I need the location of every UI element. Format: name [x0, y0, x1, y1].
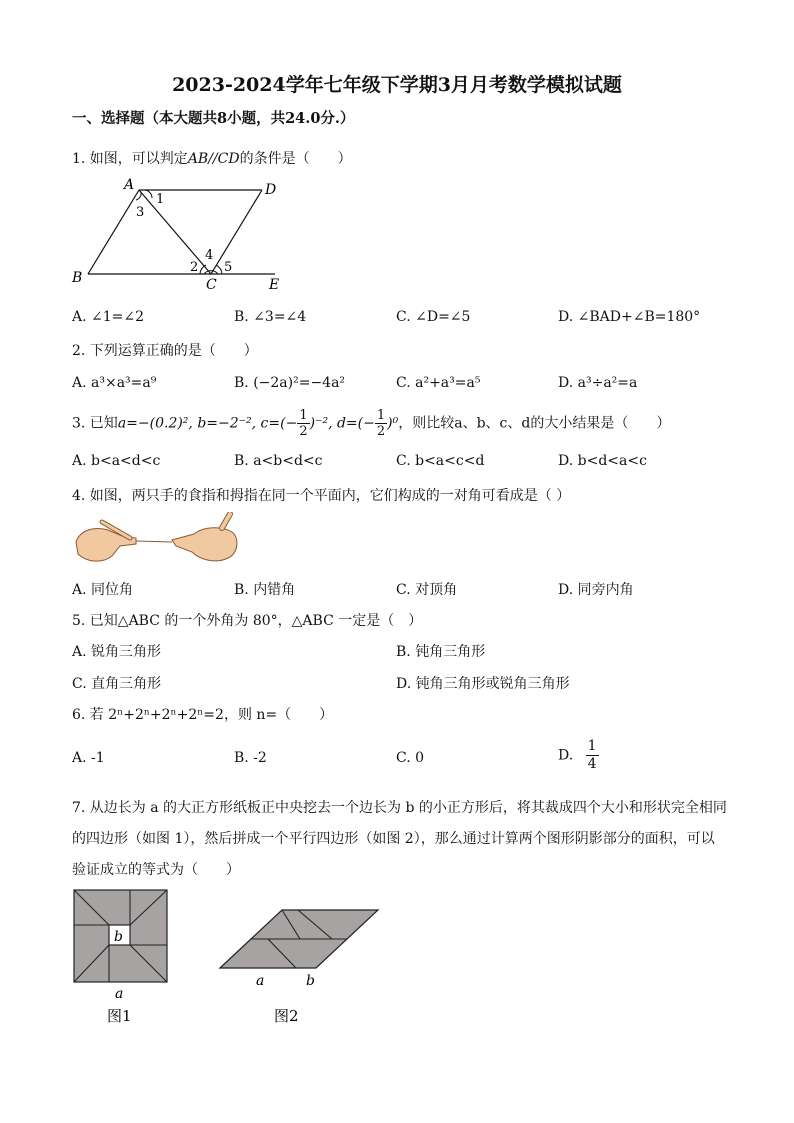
question-3-stem — [72, 408, 670, 439]
question-4-stem: 4. 如图，两只手的食指和拇指在同一个平面内，它们构成的一对角可看成是（ ） — [72, 488, 571, 504]
question-7-line-3: 验证成立的等式为（ ） — [72, 862, 240, 878]
q3-option-d[interactable]: D. b<d<a<c — [558, 453, 647, 469]
q6-option-d-label: D. — [558, 747, 574, 764]
question-2-stem: 2. 下列运算正确的是（ ） — [72, 343, 258, 359]
question-7-line-2: 的四边形（如图 1），然后拼成一个平行四边形（如图 2），那么通过计算两个图形阴影部分的面积，可以 — [72, 831, 715, 847]
q1-label-e: E — [269, 277, 280, 293]
q3-option-c[interactable]: C. b<a<c<d — [396, 453, 485, 469]
q7-figures — [72, 888, 392, 1028]
fig2-b-label: b — [306, 973, 315, 989]
q6-option-b[interactable]: B. -2 — [234, 750, 267, 766]
q5-option-a[interactable]: A. 锐角三角形 — [72, 644, 162, 660]
q4-option-a[interactable]: A. 同位角 — [72, 582, 134, 598]
q1-label-d: D — [265, 182, 277, 198]
q5-option-c[interactable]: C. 直角三角形 — [72, 676, 162, 692]
q6-option-a[interactable]: A. -1 — [72, 750, 105, 766]
question-7-line-1: 7. 从边长为 a 的大正方形纸板正中央挖去一个边长为 b 的小正方形后，将其裁成四个大小和形状完全相同 — [72, 800, 727, 816]
q4-option-c[interactable]: C. 对顶角 — [396, 582, 458, 598]
q1-figure — [66, 172, 296, 296]
q3-option-b[interactable]: B. a<b<d<c — [234, 453, 323, 469]
q1-angle-5: 5 — [224, 260, 233, 275]
q2-option-b[interactable]: B. (−2a)²=−4a² — [234, 375, 346, 391]
fig2-a-label: a — [256, 973, 265, 989]
q6-option-d-fraction: $\frac{1}{4}$ — [587, 738, 597, 772]
q6-option-c[interactable]: C. 0 — [396, 750, 425, 766]
q1-math: AB//CD — [187, 151, 240, 167]
q1-label-c: C — [206, 277, 217, 293]
q1-stem-prefix: 1. 如图，可以判定 — [72, 151, 188, 167]
q2-option-c[interactable]: C. a²+a³=a⁵ — [396, 375, 481, 391]
q3-fraction-d: $\frac{1}{2}$ — [376, 408, 386, 439]
q3-part-c: )⁻², d=(− — [309, 415, 375, 432]
q1-angle-2: 2 — [190, 260, 199, 275]
page-title: 2023-2024学年七年级下学期3月月考数学模拟试题 — [172, 74, 622, 96]
question-6-stem: 6. 若 2ⁿ+2ⁿ+2ⁿ+2ⁿ=2，则 n=（ ） — [72, 707, 334, 723]
q3-suffix: ，则比较a、b、c、d的大小结果是（ ） — [398, 415, 671, 432]
q1-angle-4: 4 — [205, 248, 214, 263]
q4-option-d[interactable]: D. 同旁内角 — [558, 582, 634, 598]
q1-stem-suffix: 的条件是（ ） — [239, 151, 352, 167]
q4-option-b[interactable]: B. 内错角 — [234, 582, 296, 598]
question-5-stem: 5. 已知△ABC 的一个外角为 80°，△ABC 一定是（ ） — [72, 613, 423, 629]
q1-option-c[interactable]: C. ∠D=∠5 — [396, 309, 471, 325]
q3-part-d: )⁰ — [387, 415, 399, 432]
q1-label-b: B — [72, 270, 83, 286]
section-heading: 一、选择题（本大题共8小题，共24.0分.） — [72, 110, 355, 127]
q1-angle-1: 1 — [156, 192, 165, 207]
q5-option-b[interactable]: B. 钝角三角形 — [396, 644, 486, 660]
fig2-caption: 图2 — [274, 1007, 299, 1025]
q2-option-a[interactable]: A. a³×a³=a⁹ — [72, 375, 157, 391]
q2-option-d[interactable]: D. a³÷a²=a — [558, 375, 638, 391]
q5-option-d[interactable]: D. 钝角三角形或锐角三角形 — [396, 676, 570, 692]
q1-option-b[interactable]: B. ∠3=∠4 — [234, 309, 307, 325]
q3-fraction-c: $\frac{1}{2}$ — [299, 408, 308, 439]
q1-angle-3: 3 — [136, 205, 145, 220]
q1-option-a[interactable]: A. ∠1=∠2 — [72, 309, 145, 325]
q3-option-a[interactable]: A. b<a<d<c — [72, 453, 161, 469]
hands-figure — [72, 512, 242, 568]
fig1-b-label: b — [114, 929, 123, 945]
q1-label-a: A — [124, 177, 135, 193]
fig1-a-label: a — [115, 986, 124, 1002]
q3-part-a: a=−(0.2)², b=−2⁻², c=(− — [117, 415, 298, 432]
q6-option-d[interactable] — [558, 738, 599, 773]
fig1-caption: 图1 — [107, 1007, 132, 1025]
question-1-stem — [72, 148, 352, 168]
q1-option-d[interactable]: D. ∠BAD+∠B=180° — [558, 309, 701, 325]
q3-prefix: 3. 已知 — [72, 415, 118, 432]
